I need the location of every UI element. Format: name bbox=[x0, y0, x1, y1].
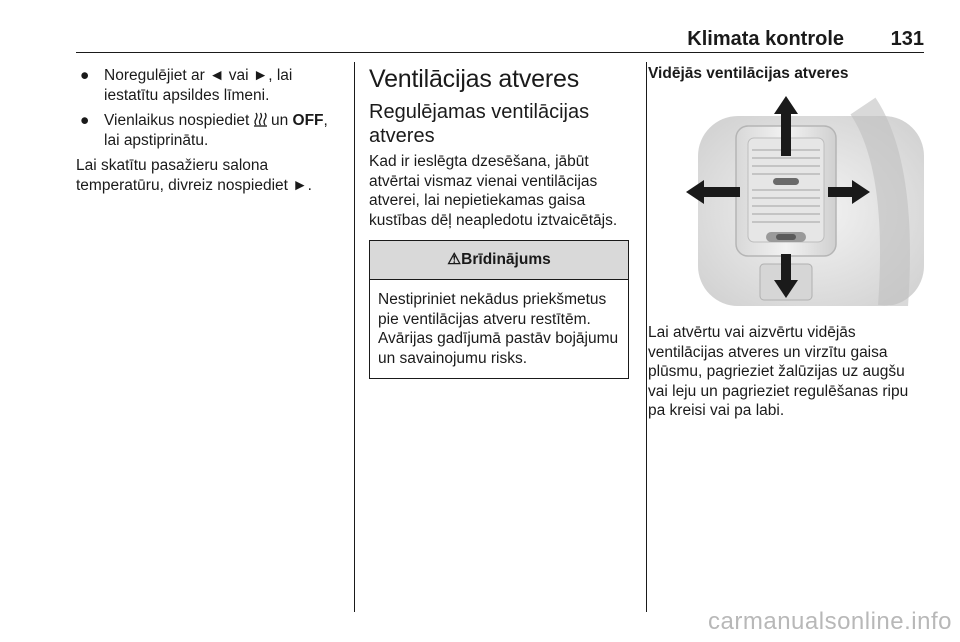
bullet-text: Noregulējiet ar bbox=[104, 67, 210, 84]
warning-title: Brīdinājums bbox=[461, 251, 551, 268]
warning-text: Nestipriniet nekādus priekšmetus pie ventilācijas atveru restītēm. Avārijas gadījumā pastāv bojājumu un savainojumu risks. bbox=[378, 291, 619, 367]
section-title: Klimata kontrole bbox=[687, 28, 844, 50]
warning-triangle-icon: ⚠ bbox=[447, 251, 462, 268]
page-number: 131 bbox=[890, 28, 924, 50]
right-arrow-icon: ► bbox=[252, 67, 269, 84]
air-vent-figure bbox=[648, 96, 924, 306]
column-left bbox=[76, 62, 344, 197]
bullet-dot-icon: ● bbox=[80, 112, 90, 129]
watermark: carmanualsonline.info bbox=[708, 608, 952, 635]
list-item bbox=[76, 111, 344, 150]
column-divider bbox=[354, 62, 355, 612]
heading-main: Ventilācijas atveres bbox=[369, 65, 580, 93]
column-divider bbox=[646, 62, 647, 612]
bullet-dot-icon: ● bbox=[80, 67, 90, 84]
off-label: OFF bbox=[292, 112, 324, 129]
body-paragraph: Lai skatītu pasažieru salona temperatūru, divreiz nospiediet ►. bbox=[76, 157, 312, 194]
bullet-text: vai bbox=[224, 67, 253, 84]
bullet-text: , lai apstiprinātu. bbox=[104, 112, 328, 149]
left-arrow-icon: ◄ bbox=[209, 67, 225, 84]
list-item bbox=[76, 66, 344, 105]
body-paragraph: Lai atvērtu vai aizvērtu vidējās ventilācijas atveres un virzītu gaisa plūsmu, pagrieziet žalūzijas uz augšu vai leju un pagrieziet regulēšanas ripu pa kreisi vai pa labi. bbox=[648, 324, 909, 419]
body-paragraph: Kad ir ieslēgta dzesēšana, jābūt atvērtai vismaz vienai ventilācijas atverei, lai nepietiekamas gaisa kustības dēļ neapledotu iztvaicētājs. bbox=[369, 153, 618, 229]
column-middle bbox=[369, 62, 632, 379]
heading-section: Vidējās ventilācijas atveres bbox=[648, 65, 849, 82]
warning-header bbox=[370, 241, 628, 280]
seat-heat-icon bbox=[254, 112, 267, 127]
warning-box bbox=[369, 240, 629, 379]
page-header bbox=[76, 28, 924, 53]
bullet-text: un bbox=[266, 112, 293, 129]
bullet-text: Vienlaikus nospiediet bbox=[104, 112, 254, 129]
heading-sub: Regulējamas ventilācijas atveres bbox=[369, 101, 590, 147]
column-right bbox=[648, 62, 924, 423]
bullet-text: , lai iestatītu apsildes līmeni. bbox=[104, 67, 293, 104]
